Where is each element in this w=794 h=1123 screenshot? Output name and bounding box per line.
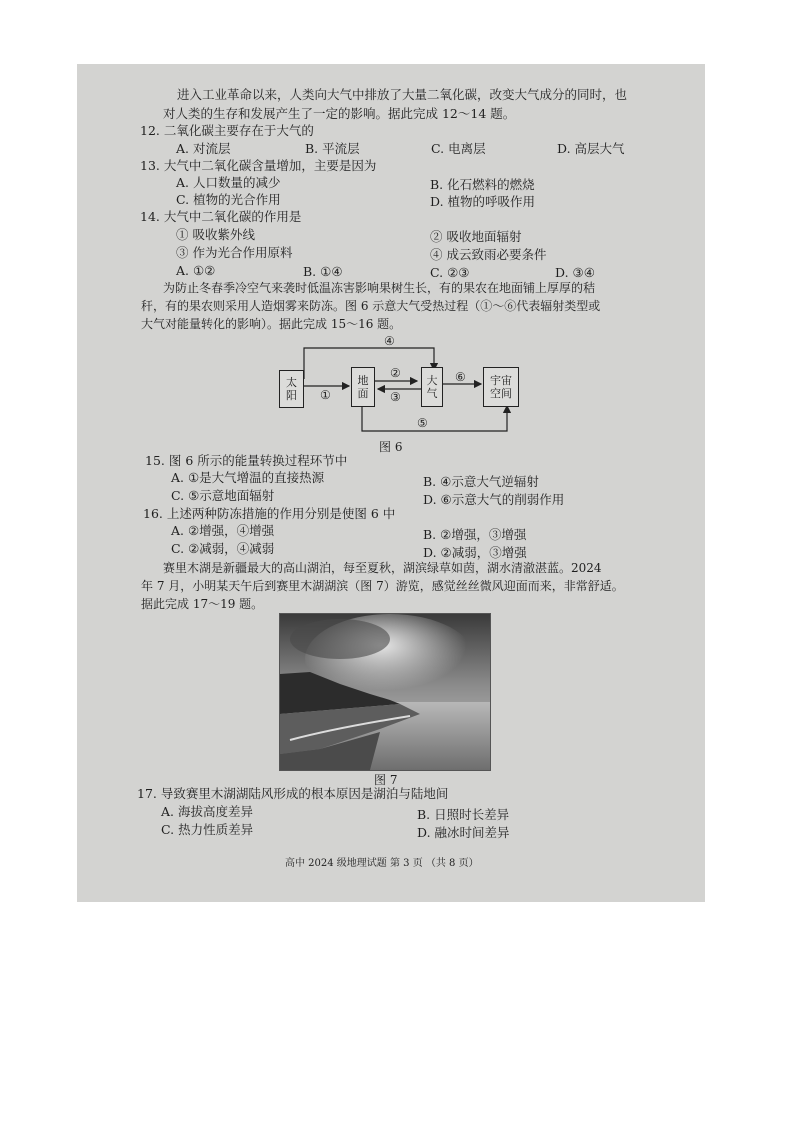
- q13-option-d: D. 植物的呼吸作用: [430, 194, 536, 209]
- q14-option-d: D. ③④: [555, 265, 595, 280]
- q13-option-c: C. 植物的光合作用: [176, 192, 281, 207]
- label-2: ②: [390, 366, 401, 380]
- q17-option-a: A. 海拔高度差异: [161, 804, 253, 819]
- figure-6-caption: 图 6: [379, 440, 403, 454]
- intro-12-14-line2: 对人类的生存和发展产生了一定的影响。据此完成 12～14 题。: [163, 106, 516, 121]
- figure-6-diagram: [267, 334, 547, 444]
- intro-15-16-line1: 为防止冬春季冷空气来袭时低温冻害影响果树生长，有的果农在地面铺上厚厚的秸: [163, 281, 596, 295]
- intro-12-14-line1: 进入工业革命以来，人类向大气中排放了大量二氧化碳，改变大气成分的同时，也: [177, 87, 628, 102]
- intro-15-16-line2: 秆，有的果农则采用人造烟雾来防冻。图 6 示意大气受热过程（①～⑥代表辐射类型或: [141, 299, 601, 313]
- q16-stem: 16. 上述两种防冻措施的作用分别是使图 6 中: [143, 506, 396, 521]
- q16-option-c: C. ②减弱，④减弱: [171, 541, 275, 556]
- q14-stem: 14. 大气中二氧化碳的作用是: [140, 209, 302, 224]
- sun-label: 太 阳: [286, 376, 297, 402]
- label-4: ④: [384, 334, 395, 348]
- label-1: ①: [320, 388, 331, 402]
- label-3: ③: [390, 390, 401, 404]
- q15-option-d: D. ⑥示意大气的削弱作用: [423, 492, 565, 507]
- q14-statement-4: ④ 成云致雨必要条件: [430, 247, 547, 262]
- space-label: 宇宙 空间: [490, 374, 512, 400]
- exam-page: [77, 64, 705, 902]
- q17-option-c: C. 热力性质差异: [161, 822, 254, 837]
- q15-option-c: C. ⑤示意地面辐射: [171, 488, 275, 503]
- intro-17-19-line3: 据此完成 17～19 题。: [141, 597, 264, 611]
- ground-label: 地 面: [357, 374, 369, 400]
- figure-7-photo: [279, 613, 491, 771]
- intro-15-16-line3: 大气对能量转化的影响）。据此完成 15～16 题。: [141, 317, 402, 331]
- label-6: ⑥: [455, 370, 466, 384]
- q17-option-b: B. 日照时长差异: [417, 807, 510, 822]
- intro-17-19-line2: 年 7 月，小明某天午后到赛里木湖湖滨（图 7）游览，感觉丝丝微风迎面而来，非常舒适。: [141, 579, 624, 593]
- sun-box: [279, 370, 304, 408]
- q13-option-a: A. 人口数量的减少: [176, 175, 281, 190]
- q16-option-d: D. ②减弱，③增强: [423, 545, 527, 560]
- q12-option-c: C. 电离层: [431, 141, 486, 156]
- q14-option-a: A. ①②: [176, 263, 216, 278]
- q14-option-b: B. ①④: [303, 264, 343, 279]
- q14-statement-1: ① 吸收紫外线: [176, 227, 255, 242]
- q12-option-a: A. 对流层: [176, 141, 231, 156]
- figure-7-caption: 图 7: [374, 773, 398, 787]
- atmosphere-box: [421, 367, 443, 407]
- ground-box: [351, 367, 375, 407]
- q14-option-c: C. ②③: [430, 265, 470, 280]
- q14-statement-3: ③ 作为光合作用原料: [176, 245, 293, 260]
- page-footer: 高中 2024 级地理试题 第 3 页 （共 8 页）: [285, 858, 479, 869]
- q13-stem: 13. 大气中二氧化碳含量增加，主要是因为: [140, 158, 377, 173]
- intro-17-19-line1: 赛里木湖是新疆最大的高山湖泊，每至夏秋，湖滨绿草如茵，湖水清澈湛蓝。2024: [163, 561, 602, 575]
- space-box: [483, 367, 519, 407]
- q13-option-b: B. 化石燃料的燃烧: [430, 177, 535, 192]
- q12-option-b: B. 平流层: [305, 141, 360, 156]
- q16-option-b: B. ②增强，③增强: [423, 527, 527, 542]
- label-5: ⑤: [417, 416, 428, 430]
- q12-option-d: D. 高层大气: [557, 141, 625, 156]
- atmosphere-label: 大 气: [426, 374, 438, 400]
- lake-landscape-image: [280, 614, 490, 770]
- q17-stem: 17. 导致赛里木湖湖陆风形成的根本原因是湖泊与陆地间: [137, 786, 449, 801]
- q14-statement-2: ② 吸收地面辐射: [430, 229, 522, 244]
- q17-option-d: D. 融冰时间差异: [417, 825, 510, 840]
- q12-stem: 12. 二氧化碳主要存在于大气的: [140, 123, 314, 138]
- q15-option-a: A. ①是大气增温的直接热源: [171, 470, 325, 485]
- arrow-5: [362, 406, 507, 431]
- q15-option-b: B. ④示意大气逆辐射: [423, 474, 539, 489]
- q15-stem: 15. 图 6 所示的能量转换过程环节中: [145, 453, 348, 468]
- q16-option-a: A. ②增强，④增强: [171, 523, 275, 538]
